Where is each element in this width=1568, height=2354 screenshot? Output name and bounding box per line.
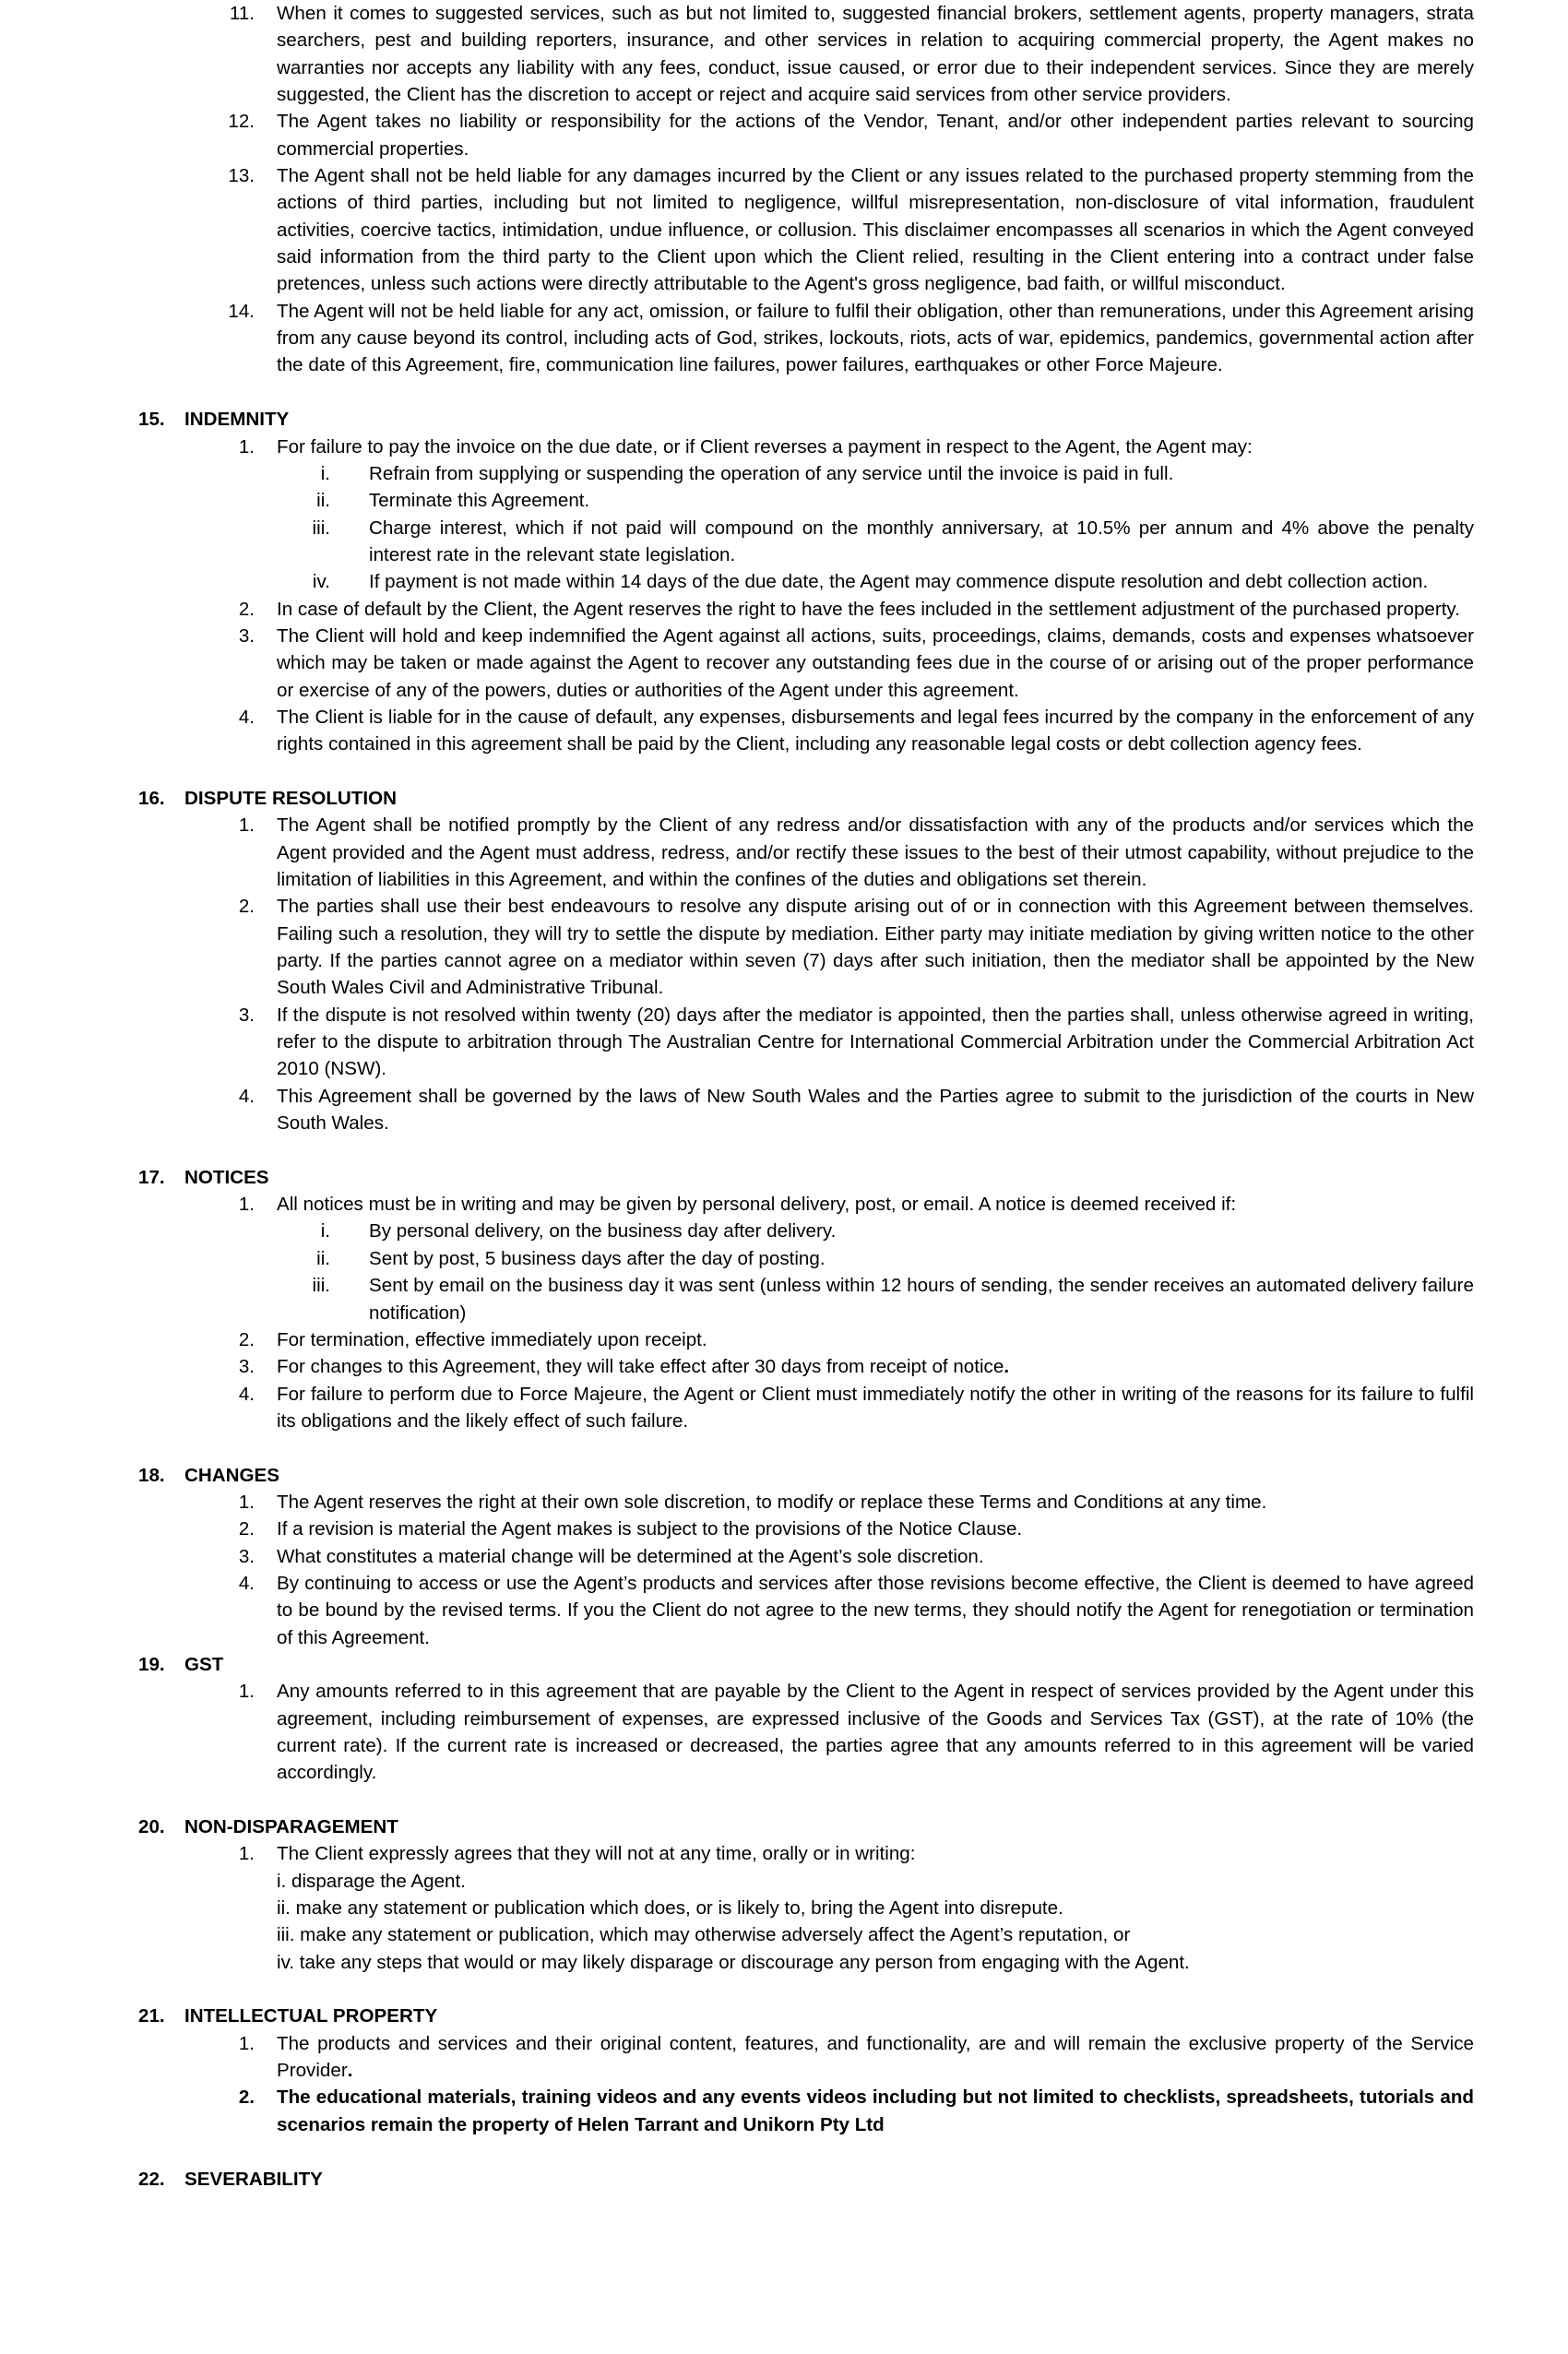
section-heading-intellectual-property	[0, 2003, 1568, 2029]
clause-number: 3.	[238, 624, 255, 647]
section-heading-notices	[0, 1164, 1568, 1191]
clause-text: The products and services and their original content, features, and functionality, are and will remain the exclusive property of the Service Provider	[277, 2032, 1474, 2082]
clause-text: The Agent shall be notified promptly by the Client of any redress and/or dissatisfaction with any of the products and/or services which the Agent provided and the Agent must address, redress, and/or rectify these issues to the best of their utmost capability, without prejudice to the limitation of liabilities in this Agreement, and within the confines of the duties and obligations set therein.	[277, 814, 1474, 890]
clause-15-3	[238, 623, 1474, 704]
subclause-15-1-iv	[312, 568, 1474, 595]
clause-18-2	[238, 1516, 1474, 1542]
clause-number: 1.	[238, 1843, 255, 1865]
subclause-text: Sent by post, 5 business days after the day of posting.	[369, 1247, 826, 1269]
clause-number: 3.	[238, 1356, 255, 1378]
section-number: 16.	[138, 787, 165, 809]
clause-number: 1.	[238, 1681, 255, 1703]
subclause-15-1-iii	[312, 515, 1474, 569]
clause-16-4	[238, 1083, 1474, 1137]
section-heading-severability	[0, 2166, 1568, 2193]
clause-16-3	[238, 1002, 1474, 1083]
section-heading-non-disparagement	[0, 1813, 1568, 1840]
clause-number: 4.	[238, 1383, 255, 1405]
clause-18-4	[238, 1570, 1474, 1651]
subclause-text: Terminate this Agreement.	[369, 490, 590, 512]
subclause-17-1-ii	[316, 1245, 1474, 1272]
section-heading-indemnity	[0, 406, 1568, 433]
clause-text: For termination, effective immediately upon receipt.	[277, 1328, 707, 1350]
clause-15-4	[238, 704, 1474, 758]
section-title: NOTICES	[184, 1166, 269, 1188]
section-title: DISPUTE RESOLUTION	[184, 787, 397, 809]
clause-number: 13.	[228, 165, 255, 187]
section-title: SEVERABILITY	[184, 2168, 323, 2190]
clause-number: 4.	[238, 1572, 255, 1594]
clause-17-1	[238, 1191, 1474, 1218]
subclause-20-1-iv: iv. take any steps that would or may likely disparage or discourage any person from engaging with the Agent.	[277, 1951, 1190, 1973]
subclause-20-1-iii: iii. make any statement or publication, which may otherwise adversely affect the Agent’s reputation, or	[277, 1924, 1131, 1946]
clause-number: 4.	[238, 706, 255, 728]
clause-text: Any amounts referred to in this agreement that are payable by the Client to the Agent in respect of services provided by the Agent under this agreement, including reimbursement of expenses, are expressed inclusive of the Goods and Services Tax (GST), at the rate of 10% (the current rate). If the current rate is increased or decreased, the parties agree that any amounts referred to in this agreement will be varied accordingly.	[277, 1681, 1474, 1784]
clause-19-1	[238, 1678, 1474, 1786]
spacer	[0, 379, 1568, 406]
spacer	[0, 758, 1568, 785]
clause-text: By continuing to access or use the Agent’s products and services after those revisions become effective, the Client is deemed to have agreed to be bound by the revised terms. If you the Client do not agree to the new terms, they should notify the Agent for renegotiation or termination of this Agreement.	[277, 1572, 1474, 1648]
clause-number: 2.	[238, 2086, 255, 2109]
subclause-20-1-ii: ii. make any statement or publication which does, or is likely to, bring the Agent into disrepute.	[277, 1897, 1063, 1920]
subclause-20-1-i: i. disparage the Agent.	[277, 1870, 466, 1892]
clause-text: The Agent takes no liability or responsibility for the actions of the Vendor, Tenant, and/or other independent parties relevant to sourcing commercial properties.	[277, 111, 1474, 160]
clause-17-3	[238, 1353, 1474, 1380]
subclause-number: ii.	[316, 1247, 330, 1269]
subclause-text: Charge interest, which if not paid will compound on the monthly anniversary, at 10.5% per annum and 4% above the penalty interest rate in the relevant state legislation.	[369, 517, 1474, 565]
clause-17-2	[238, 1326, 1474, 1353]
section-heading-changes	[0, 1462, 1568, 1489]
section-number: 19.	[138, 1653, 165, 1675]
clause-number: 3.	[238, 1545, 255, 1567]
clause-text: For failure to perform due to Force Majeure, the Agent or Client must immediately notify the other in writing of the reasons for its failure to fulfil its obligations and the likely effect of such failure.	[277, 1383, 1474, 1432]
spacer	[0, 1434, 1568, 1461]
subclause-text: Refrain from supplying or suspending the operation of any service until the invoice is paid in full.	[369, 462, 1174, 484]
clause-text: The Client is liable for in the cause of default, any expenses, disbursements and legal fees incurred by the company in the enforcement of any rights contained in this agreement shall be paid by the Client, including any reasonable legal costs or debt collection agency fees.	[277, 706, 1474, 755]
clause-number: 3.	[238, 1004, 255, 1026]
clause-text: The parties shall use their best endeavours to resolve any dispute arising out of or in connection with this Agreement between themselves. Failing such a resolution, they will try to settle the dispute by mediation. Either party may initiate mediation by giving written notice to the other party. If the parties cannot agree on a mediator within seven (7) days after such initiation, then the mediator shall be appointed by the New South Wales Civil and Administrative Tribunal.	[277, 896, 1474, 999]
clause-13	[228, 162, 1474, 298]
section-number: 20.	[138, 1816, 165, 1838]
clause-16-1	[238, 812, 1474, 893]
section-number: 22.	[138, 2168, 165, 2190]
section-heading-gst	[0, 1651, 1568, 1678]
clause-text: This Agreement shall be governed by the laws of New South Wales and the Parties agree to submit to the jurisdiction of the courts in New South Wales.	[277, 1085, 1474, 1135]
subclause-17-1-iii	[312, 1272, 1474, 1326]
section-number: 21.	[138, 2005, 165, 2027]
subclause-number: iv.	[312, 571, 330, 593]
subclause-number: iii.	[312, 517, 330, 539]
clause-number: 2.	[238, 1328, 255, 1350]
clause-text: All notices must be in writing and may be given by personal delivery, post, or email. A notice is deemed received if:	[277, 1194, 1237, 1216]
spacer	[0, 1136, 1568, 1163]
clause-text: In case of default by the Client, the Agent reserves the right to have the fees included in the settlement adjustment of the purchased property.	[277, 598, 1460, 620]
section-title: INDEMNITY	[184, 409, 290, 431]
subclause-number: i.	[320, 462, 330, 484]
clause-trailing-period: .	[1004, 1356, 1010, 1378]
clause-trailing-period: .	[347, 2060, 353, 2082]
clause-text: The Agent will not be held liable for any act, omission, or failure to fulfil their obligation, other than remunerations, under this Agreement arising from any cause beyond its control, including acts of God, strikes, lockouts, riots, acts of war, epidemics, pandemics, governmental action after the date of this Agreement, fire, communication line failures, power failures, earthquakes or other Force Majeure.	[277, 300, 1474, 376]
subclause-text: Sent by email on the business day it was sent (unless within 12 hours of sending, the sender receives an automated delivery failure notification)	[369, 1275, 1474, 1324]
subclause-15-1-ii	[316, 487, 1474, 514]
clause-number: 1.	[238, 435, 255, 458]
subclause-text: If payment is not made within 14 days of the due date, the Agent may commence dispute resolution and debt collection action.	[369, 571, 1429, 593]
clause-17-4	[238, 1381, 1474, 1435]
section-title: NON-DISPARAGEMENT	[184, 1816, 398, 1838]
section-title: INTELLECTUAL PROPERTY	[184, 2005, 438, 2027]
clause-text: If the dispute is not resolved within twenty (20) days after the mediator is appointed, then the parties shall, unless otherwise agreed in writing, refer to the dispute to arbitration through The Australian Centre for International Commercial Arbitration under the Commercial Arbitration Act 2010 (NSW).	[277, 1004, 1474, 1080]
clause-number: 12.	[228, 111, 255, 133]
clause-number: 2.	[238, 1518, 255, 1540]
section-number: 18.	[138, 1464, 165, 1486]
clause-text: The educational materials, training videos and any events videos including but not limited to checklists, spreadsheets, tutorials and scenarios remain the property of Helen Tarrant and Unikorn Pty Ltd	[277, 2086, 1474, 2135]
clause-number: 14.	[228, 300, 255, 322]
clause-text: For changes to this Agreement, they will take effect after 30 days from receipt of notice	[277, 1356, 1004, 1378]
clause-number: 4.	[238, 1085, 255, 1107]
subclause-17-1-i	[320, 1218, 1474, 1244]
section-title: CHANGES	[184, 1464, 279, 1486]
clause-number: 2.	[238, 896, 255, 918]
clause-text: The Client will hold and keep indemnified the Agent against all actions, suits, proceedings, claims, demands, costs and expenses whatsoever which may be taken or made against the Agent to recover any outstanding fees due in the course of or arising out of the proper performance or exercise of any of the powers, duties or authorities of the Agent under this agreement.	[277, 624, 1474, 701]
section-number: 17.	[138, 1166, 165, 1188]
subclause-number: ii.	[316, 490, 330, 512]
clause-number: 2.	[238, 598, 255, 620]
clause-14	[228, 298, 1474, 379]
clause-text: For failure to pay the invoice on the due date, or if Client reverses a payment in respect to the Agent, the Agent may:	[277, 435, 1253, 458]
clause-text: What constitutes a material change will be determined at the Agent’s sole discretion.	[277, 1545, 984, 1567]
clause-text: The Agent shall not be held liable for any damages incurred by the Client or any issues related to the purchased property stemming from the actions of third parties, including but not limited to negligence, willful misrepresentation, non-disclosure of vital information, fraudulent activities, coercive tactics, intimidation, undue influence, or collusion. This disclaimer encompasses all scenarios in which the Agent conveyed said information from the third party to the Client upon which the Client relied, resulting in the Client entering into a contract under false pretences, unless such actions were directly attributable to the Agent's gross negligence, bad faith, or willful misconduct.	[277, 165, 1474, 295]
clause-text: If a revision is material the Agent makes is subject to the provisions of the Notice Clause.	[277, 1518, 1023, 1540]
clause-16-2	[238, 893, 1474, 1001]
clause-20-1	[238, 1840, 1474, 1867]
clause-text: The Agent reserves the right at their own sole discretion, to modify or replace these Terms and Conditions at any time.	[277, 1491, 1267, 1513]
spacer	[0, 1976, 1568, 2003]
clause-11	[229, 0, 1474, 108]
section-number: 15.	[138, 409, 165, 431]
subclause-15-1-i	[320, 460, 1474, 487]
clause-21-1	[238, 2030, 1474, 2085]
section-heading-dispute-resolution	[0, 785, 1568, 812]
clause-number: 1.	[238, 1194, 255, 1216]
clause-number: 11.	[229, 3, 255, 24]
clause-text: When it comes to suggested services, such as but not limited to, suggested financial brokers, settlement agents, property managers, strata searchers, pest and building reporters, insurance, and other services in relation to acquiring commercial property, the Agent makes no warranties nor accepts any liability with any fees, conduct, issue caused, or error due to their independent services. Since they are merely suggested, the Client has the discretion to accept or reject and acquire said services from other service providers.	[277, 3, 1474, 106]
clause-18-3	[238, 1543, 1474, 1570]
clause-21-2	[238, 2084, 1474, 2138]
clause-number: 1.	[238, 2032, 255, 2054]
clause-number: 1.	[238, 1491, 255, 1513]
subclause-text: By personal delivery, on the business day after delivery.	[369, 1220, 837, 1242]
spacer	[0, 1787, 1568, 1813]
subclause-number: iii.	[312, 1275, 330, 1297]
clause-18-1	[238, 1489, 1474, 1516]
spacer	[0, 2138, 1568, 2165]
subclause-number: i.	[320, 1220, 330, 1242]
clause-15-1	[238, 434, 1474, 460]
clause-text: The Client expressly agrees that they will not at any time, orally or in writing:	[277, 1843, 916, 1865]
clause-number: 1.	[238, 814, 255, 837]
section-title: GST	[184, 1653, 224, 1675]
clause-12	[228, 108, 1474, 162]
clause-15-2	[238, 596, 1474, 623]
